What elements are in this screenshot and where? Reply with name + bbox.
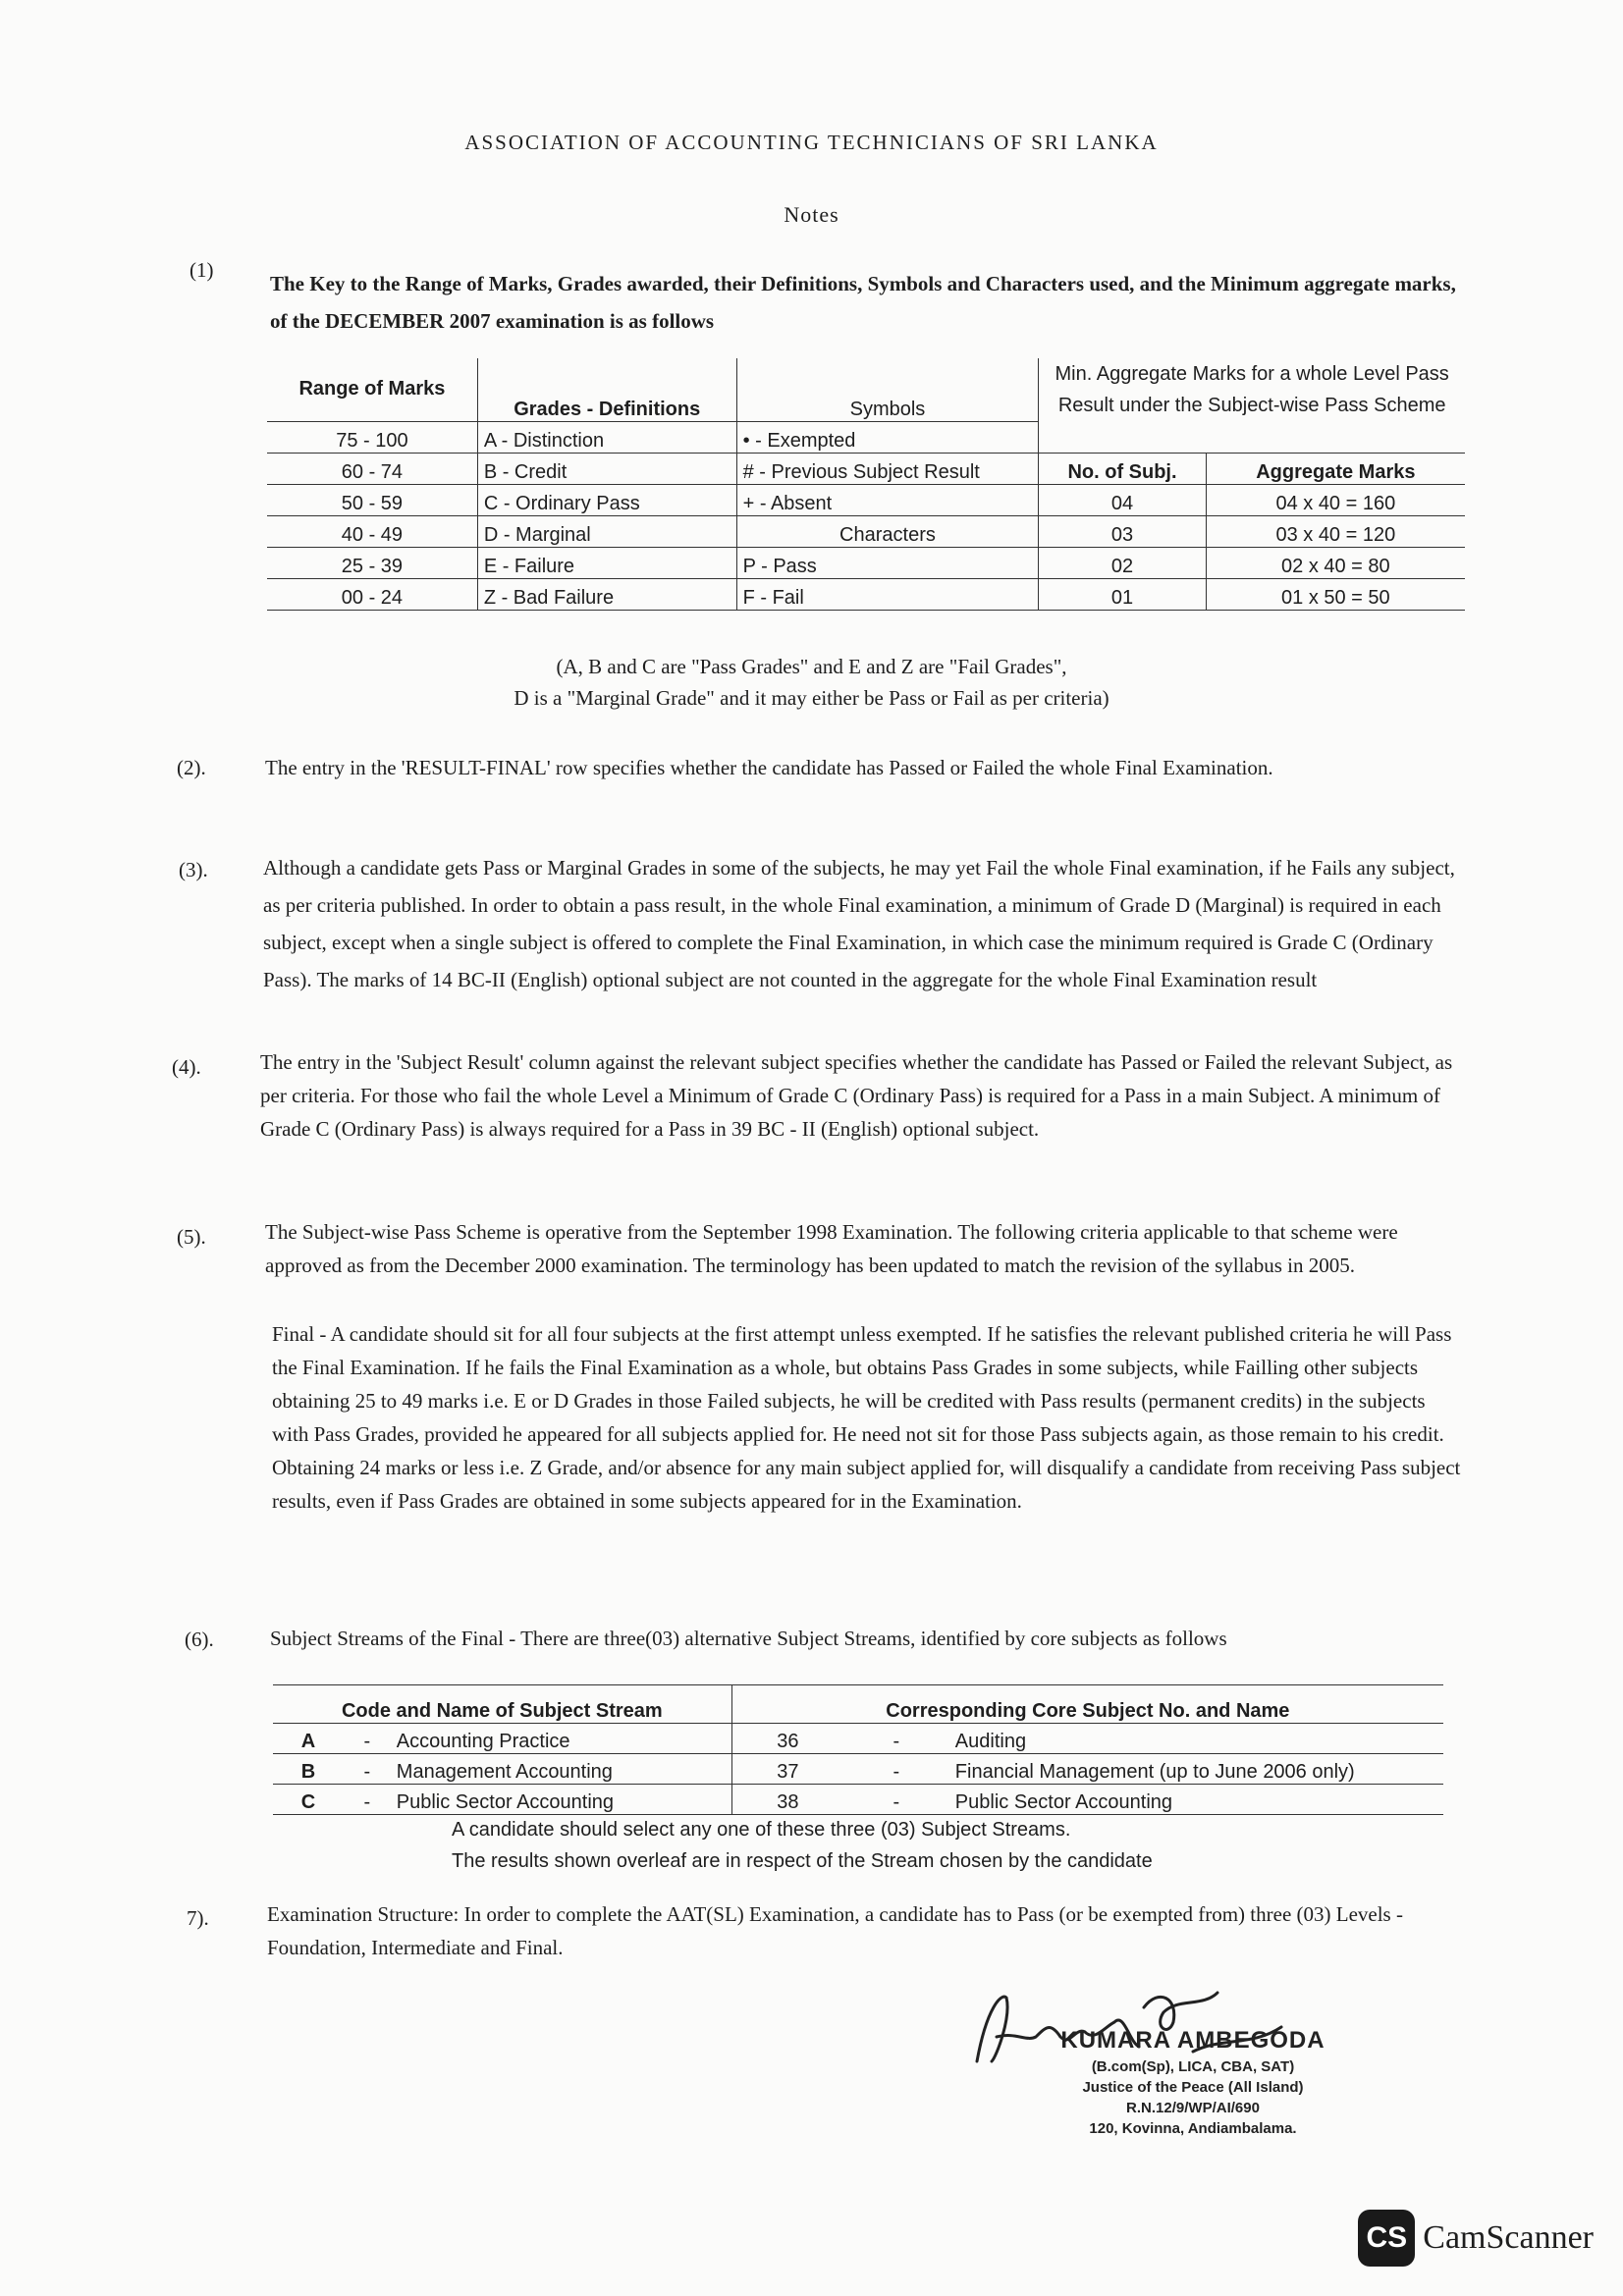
grade-row	[267, 547, 1465, 578]
core-name: Auditing	[949, 1724, 1443, 1754]
grade-row	[267, 421, 1465, 453]
streams-note-1: A candidate should select any one of these three (03) Subject Streams.	[452, 1819, 1071, 1841]
stamp-quals: (B.com(Sp), LICA, CBA, SAT)	[1091, 2058, 1295, 2075]
header-range: Range of Marks	[267, 358, 477, 421]
nsubj-cell: 01	[1039, 578, 1206, 610]
streams-table	[273, 1684, 1443, 1815]
header-grades: Grades - Definitions	[477, 358, 736, 421]
stream-name: Public Sector Accounting	[391, 1785, 731, 1815]
streams-note-2: The results shown overleaf are in respect of the Stream chosen by the candidate	[452, 1850, 1153, 1872]
grade-cell: Z - Bad Failure	[477, 578, 736, 610]
camscanner-logo-icon: CS	[1358, 2210, 1415, 2267]
note2-number: (2).	[177, 756, 206, 779]
note7-number: 7).	[187, 1906, 209, 1930]
stamp-name: KUMARA AMBEGODA	[1060, 2027, 1325, 2054]
range-cell: 60 - 74	[267, 453, 477, 484]
note6-text: Subject Streams of the Final - There are three(03) alternative Subject Streams, identified by core subjects as follows	[270, 1627, 1227, 1650]
header-characters: Characters	[736, 515, 1039, 547]
header-symbols: Symbols	[736, 358, 1039, 421]
symbol-cell: + - Absent	[736, 484, 1039, 515]
note3-number: (3).	[179, 858, 208, 881]
note4-text: The entry in the 'Subject Result' column against the relevant subject specifies whether the candidate has Passed or Failed the relevant Subject, as per criteria. For those who fail the whole Level a Minimum of Grade C (Ordinary Pass) is required for a Pass in a main Subject. A minimum of Grade C (Ordinary Pass) is always required for a Pass in 39 BC - II (English) optional subject.	[260, 1050, 1453, 1141]
symbol-cell: # - Previous Subject Result	[736, 453, 1039, 484]
core-number: 38	[731, 1785, 843, 1815]
header-no-subj: No. of Subj.	[1039, 453, 1206, 484]
grade-cell: A - Distinction	[477, 421, 736, 453]
agg-cell: 04 x 40 = 160	[1206, 484, 1465, 515]
dash: -	[843, 1724, 949, 1754]
stream-name: Management Accounting	[391, 1754, 731, 1785]
grades-table	[267, 358, 1465, 611]
core-number: 36	[731, 1724, 843, 1754]
core-name: Public Sector Accounting	[949, 1785, 1443, 1815]
note7-text: Examination Structure: In order to complete the AAT(SL) Examination, a candidate has to Pass (or be exempted from) three (03) Levels - Foundation, Intermediate and Final.	[267, 1902, 1403, 1959]
agg-cell: 02 x 40 = 80	[1206, 547, 1465, 578]
empty-cell	[1039, 421, 1465, 453]
note4-number: (4).	[172, 1055, 201, 1079]
stream-row	[273, 1754, 1443, 1785]
stream-code: C	[273, 1785, 344, 1815]
agg-cell: 03 x 40 = 120	[1206, 515, 1465, 547]
grade-cell: E - Failure	[477, 547, 736, 578]
note1-number: (1)	[189, 258, 214, 282]
nsubj-cell: 02	[1039, 547, 1206, 578]
nsubj-cell: 03	[1039, 515, 1206, 547]
note2-text: The entry in the 'RESULT-FINAL' row specifies whether the candidate has Passed or Failed the whole Final Examination.	[265, 756, 1273, 779]
range-cell: 75 - 100	[267, 421, 477, 453]
dash: -	[344, 1754, 391, 1785]
header-aggregate-marks: Aggregate Marks	[1206, 453, 1465, 484]
streams-notes	[452, 1814, 1153, 1877]
association-header: ASSOCIATION OF ACCOUNTING TECHNICIANS OF SRI LANKA	[464, 131, 1159, 154]
stamp-reg: R.N.12/9/WP/AI/690	[1126, 2100, 1260, 2116]
header-stream: Code and Name of Subject Stream	[273, 1685, 731, 1724]
grades-caption	[0, 651, 1623, 714]
core-number: 37	[731, 1754, 843, 1785]
grade-cell: B - Credit	[477, 453, 736, 484]
grade-row	[267, 578, 1465, 610]
range-cell: 00 - 24	[267, 578, 477, 610]
grade-cell: D - Marginal	[477, 515, 736, 547]
camscanner-text: CamScanner	[1423, 2219, 1594, 2256]
notes-title: Notes	[784, 202, 839, 227]
stream-row	[273, 1724, 1443, 1754]
grade-row	[267, 484, 1465, 515]
symbol-cell: P - Pass	[736, 547, 1039, 578]
dash: -	[344, 1724, 391, 1754]
dash: -	[843, 1785, 949, 1815]
caption-line-2: D is a "Marginal Grade" and it may either be Pass or Fail as per criteria)	[514, 686, 1109, 710]
range-cell: 50 - 59	[267, 484, 477, 515]
caption-line-1: (A, B and C are "Pass Grades" and E and Z are "Fail Grades",	[556, 655, 1067, 678]
jp-stamp	[1060, 2027, 1325, 2137]
note1-text: The Key to the Range of Marks, Grades awarded, their Definitions, Symbols and Characters used, and the Minimum aggregate marks, of the DECEMBER 2007 examination is as follows	[270, 272, 1456, 333]
stamp-title: Justice of the Peace (All Island)	[1082, 2079, 1304, 2096]
agg-cell: 01 x 50 = 50	[1206, 578, 1465, 610]
symbol-cell: • - Exempted	[736, 421, 1039, 453]
nsubj-cell: 04	[1039, 484, 1206, 515]
stream-name: Accounting Practice	[391, 1724, 731, 1754]
grade-cell: C - Ordinary Pass	[477, 484, 736, 515]
note6-number: (6).	[185, 1628, 214, 1651]
grade-row	[267, 453, 1465, 484]
header-core: Corresponding Core Subject No. and Name	[731, 1685, 1443, 1724]
note5-final: Final - A candidate should sit for all four subjects at the first attempt unless exempted. If he satisfies the relevant published criteria he will Pass the Final Examination. If he fails the Final Examination as a whole, but obtains Pass Grades in some subjects, while Failling other subjects obtaining 25 to 49 marks i.e. E or D Grades in those Failed subjects, he will be credited with Pass results (permanent credits) in the subjects with Pass Grades, provided he appeared for all subjects applied for. He need not sit for those Pass subjects again, as those remain to his credit. Obtaining 24 marks or less i.e. Z Grade, and/or absence for any main subject applied for, will disqualify a candidate from receiving Pass subject results, even if Pass Grades are obtained in some subjects appeared for in the Examination.	[272, 1322, 1461, 1513]
core-name: Financial Management (up to June 2006 only)	[949, 1754, 1443, 1785]
note5-text: The Subject-wise Pass Scheme is operative from the September 1998 Examination. The following criteria applicable to that scheme were approved as from the December 2000 examination. The terminology has been updated to match the revision of the syllabus in 2005.	[265, 1220, 1398, 1277]
range-cell: 40 - 49	[267, 515, 477, 547]
stream-code: B	[273, 1754, 344, 1785]
dash: -	[843, 1754, 949, 1785]
symbol-cell: F - Fail	[736, 578, 1039, 610]
streams-table-header	[273, 1685, 1443, 1724]
header-min-aggregate: Min. Aggregate Marks for a whole Level Pass Result under the Subject-wise Pass Scheme	[1039, 358, 1465, 421]
note3-text: Although a candidate gets Pass or Marginal Grades in some of the subjects, he may yet Fail the whole Final examination, if he Fails any subject, as per criteria published. In order to obtain a pass result, in the whole Final examination, a minimum of Grade D (Marginal) is required in each subject, except when a single subject is offered to complete the Final Examination, in which case the minimum required is Grade C (Ordinary Pass). The marks of 14 BC-II (English) optional subject are not counted in the aggregate for the whole Final Examination result	[263, 856, 1455, 991]
stream-row	[273, 1785, 1443, 1815]
note5-number: (5).	[177, 1225, 206, 1249]
stream-code: A	[273, 1724, 344, 1754]
grade-row	[267, 515, 1465, 547]
stamp-address: 120, Kovinna, Andiambalama.	[1089, 2120, 1297, 2137]
camscanner-watermark	[1358, 2210, 1594, 2267]
range-cell: 25 - 39	[267, 547, 477, 578]
dash: -	[344, 1785, 391, 1815]
